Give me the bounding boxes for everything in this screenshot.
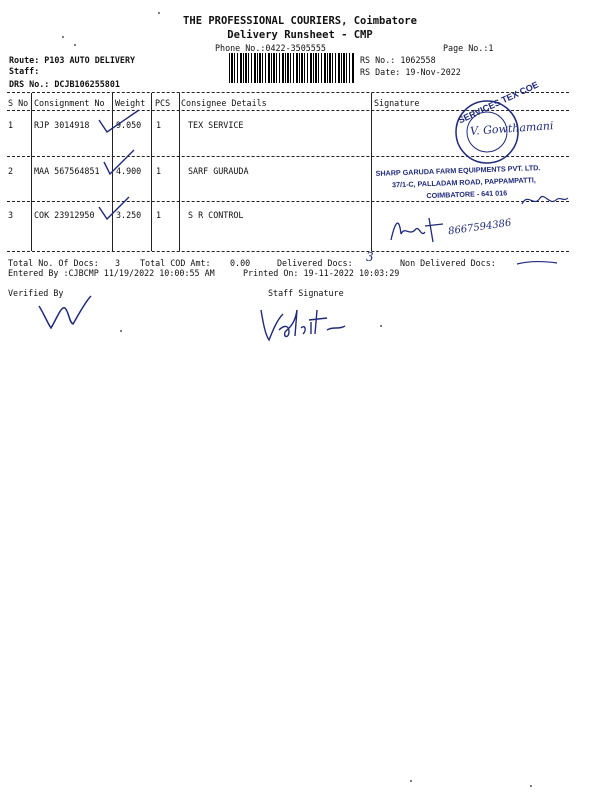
page-number: Page No.:1 [443,43,494,53]
row-divider [7,201,569,202]
rs-number: RS No.: 1062558 [360,55,436,65]
stamp-line: COIMBATORE - 641 016 [426,188,508,201]
barcode [229,53,354,83]
staff-signature-label: Staff Signature [268,288,344,298]
rs-date: RS Date: 19-Nov-2022 [360,67,461,77]
cod-amount: 0.00 [230,258,251,268]
document-subtitle: Delivery Runsheet - CMP [227,29,373,41]
row-sno: 2 [8,166,14,176]
verified-by-signature [35,292,95,334]
header-consignee: Consignee Details [181,98,267,108]
header-weight: Weight [115,98,146,108]
scan-speck [158,12,160,14]
total-docs-value: 3 [115,258,121,268]
total-docs-label: Total No. Of Docs: [8,258,99,268]
column-rule [31,93,32,251]
entered-by: Entered By :CJBCMP 11/19/2022 10:00:55 AM [8,268,215,278]
non-delivered-label: Non Delivered Docs: [400,258,496,268]
delivered-value: 3 [366,250,374,264]
row-pcs: 1 [156,210,162,220]
row-consignment: RJP 3014918 [34,120,90,130]
row3-signature-scribble [385,212,455,246]
row-pcs: 1 [156,166,162,176]
header-consignment: Consignment No [34,98,105,108]
row-weight: 4.900 [116,166,142,176]
non-delivered-dash [515,258,560,270]
row-sno: 3 [8,210,14,220]
header-pcs: PCS [155,98,171,108]
row-consignee: SARF GURAUDA [188,166,249,176]
column-rule [179,93,180,251]
seal-text: SERVICES TEX COE [456,79,540,126]
row1-signature: V. Gowthamani [469,119,554,138]
tick-mark [100,148,140,178]
row-consignment: COK 23912950 [34,210,95,220]
header-signature: Signature [374,98,420,108]
route-label: Route: P103 AUTO DELIVERY [9,55,136,65]
row-pcs: 1 [156,120,162,130]
staff-label: Staff: [9,66,40,76]
table-bottom-rule [7,251,569,252]
verified-by-label: Verified By [8,288,64,298]
row3-phone-handwritten: 8667594386 [447,217,513,238]
row-consignee: S R CONTROL [188,210,244,220]
row-sno: 1 [8,120,14,130]
phone-number: Phone No.:0422-3505555 [215,43,326,53]
column-rule [151,93,152,251]
tick-mark [95,108,145,138]
staff-signature-scribble [255,300,350,345]
scan-speck [380,325,382,327]
scan-speck [410,780,412,782]
row-consignee: TEX SERVICE [188,120,244,130]
printed-on: Printed On: 19-11-2022 10:03:29 [243,268,400,278]
document-title: THE PROFESSIONAL COURIERS, Coimbatore [183,15,417,27]
row-consignment: MAA 567564851 [34,166,100,176]
stamp-line: 37/1-C, PALLADAM ROAD, PAPPAMPATTI, [391,175,536,190]
row-weight: 9.050 [116,120,142,130]
column-rule [371,93,372,251]
drs-number: DRS No.: DCJB106255801 [9,79,120,89]
stamp-line: SHARP GARUDA FARM EQUIPMENTS PVT. LTD. [375,163,541,178]
row2-signature-scribble [520,188,570,210]
scan-speck [530,785,532,787]
scan-speck [62,36,64,38]
row-weight: 3.250 [116,210,142,220]
scan-speck [120,330,122,332]
cod-label: Total COD Amt: [140,258,211,268]
table-top-rule [7,92,569,93]
header-sno: S No [8,98,29,108]
company-address-stamp [375,162,541,204]
delivered-label: Delivered Docs: [277,258,353,268]
tick-mark [95,195,135,223]
scan-speck [74,44,76,46]
